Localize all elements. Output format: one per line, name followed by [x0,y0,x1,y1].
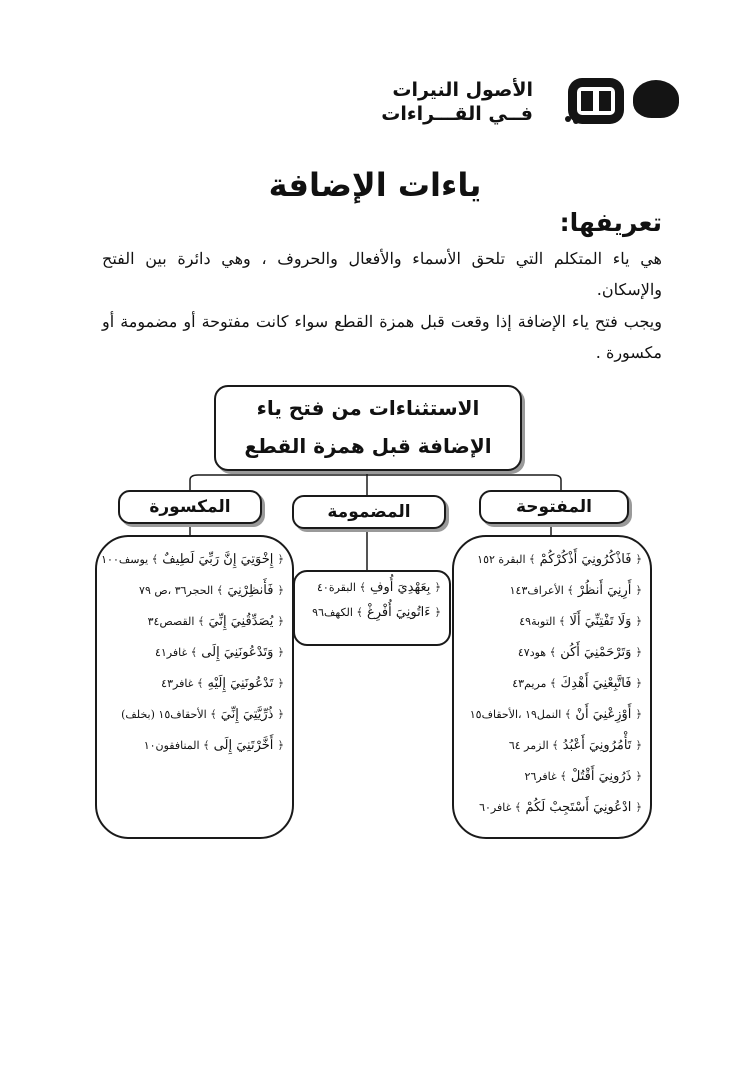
verse-reference: غافر٢٦ [524,770,561,783]
verse-reference: هود٤٧ [517,646,550,659]
verse-text: فَاذْكُرُونِيَ أَذْكُرْكُمْ [535,552,636,567]
ornament-open: ﴿ [635,739,642,752]
verse-entry [97,668,292,699]
ornament-open: ﴿ [635,677,642,690]
verse-entry [295,600,449,625]
ornament-open: ﴿ [277,584,284,597]
ornament-open: ﴿ [635,801,642,814]
ornament-open: ﴿ [635,770,642,783]
verse-text: تَدْعُونَنِيَ إِلَيْهِ [203,676,278,691]
verse-reference: الأحقاف١٥ (بخلف) [121,708,211,721]
ornament-open: ﴿ [635,615,642,628]
verse-reference: غافر٦٠ [479,801,515,814]
verse-entry [454,606,650,637]
verse-text: ذَرُونِيَ أَقْتُلْ [566,769,636,784]
ornament-open: ﴿ [277,646,284,659]
madmouma-list [295,572,449,625]
verse-reference: الأعراف١٤٣ [509,584,568,597]
ornament-close: ﴾ [197,615,205,628]
verse-reference: يوسف١٠٠ [101,553,152,566]
ornament-close: ﴾ [356,606,363,619]
verse-entry [454,668,650,699]
verse-text: وَتَرْحَمْنِيَ أَكُن [556,645,636,660]
ornament-close: ﴾ [216,584,224,597]
verse-entry [454,637,650,668]
verse-entry [454,761,650,792]
verse-text: ادْعُونِيَ أَسْتَجِبْ لَكُمْ [521,800,636,815]
maksoura-panel [95,535,294,839]
verse-reference: غافر٤٣ [161,677,197,690]
header-maksoura: المكسورة [118,490,262,524]
exceptions-title-line1: الاستثناءات من فتح ياء [256,396,480,420]
verse-reference: التوبة٤٩ [519,615,559,628]
verse-text: فَاتَّبِعْنِيَ أَهْدِكَ [556,676,636,691]
ornament-close: ﴾ [558,615,566,628]
ornament-open: ﴿ [277,553,284,566]
verse-text: ذُرِّيَّتِيَ إِنِّيَ [216,707,278,722]
ornament-open: ﴿ [635,584,642,597]
ornament-close: ﴾ [203,739,210,752]
ornament-close: ﴾ [359,581,366,594]
ornament-close: ﴾ [151,553,159,566]
ornament-close: ﴾ [567,584,574,597]
ornament-open: ﴿ [635,708,642,721]
verse-entry [454,699,650,730]
exceptions-title-line2: الإضافة قبل همزة القطع [244,434,492,458]
verse-text: وَلَا تَفْتِنِّيَ أَلَا [565,614,636,629]
ornament-open: ﴿ [635,646,642,659]
verse-text: بِعَهْدِيَ أُوفِ [365,580,435,595]
verse-text: يُصَدِّقُنِيَ إِنِّيَ [204,614,278,629]
ornament-open: ﴿ [277,708,284,721]
verse-reference: الزمر ٦٤ [508,739,553,752]
ornament-close: ﴾ [549,677,557,690]
verse-text: إِخْوَتِيَ إِنَّ رَبِّيَ لَطِيفٌ [158,552,278,567]
verse-reference: البقرة٤٠ [316,581,360,594]
verse-entry [97,637,292,668]
definition-heading: تعريفها: [559,208,662,237]
ornament-close: ﴾ [549,646,557,659]
page-title: ياءات الإضافة [268,166,482,204]
maftouha-panel [452,535,652,839]
ornament-open: ﴿ [635,553,642,566]
verse-entry [454,792,650,823]
header-madmouma: المضمومة [292,495,446,529]
logo-title-line1: الأصول النيرات [392,79,533,101]
verse-entry [454,575,650,606]
verse-reference: الحجر٣٦ ،ص ٧٩ [139,584,217,597]
verse-entry [454,544,650,575]
ornament-close: ﴾ [560,770,567,783]
verse-entry [97,544,292,575]
verse-reference: الكهف٩٦ [312,606,357,619]
verse-entry [97,699,292,730]
madmouma-panel [293,570,451,646]
ornament-close: ﴾ [210,708,217,721]
ornament-close: ﴾ [514,801,522,814]
ornament-close: ﴾ [529,553,536,566]
ornament-open: ﴿ [434,606,441,619]
verse-entry [97,606,292,637]
verse-text: فَأَنظِرْنِيَ [223,583,278,598]
verse-entry [295,575,449,600]
header-maftouha: المفتوحة [479,490,629,524]
maksoura-list [97,537,292,761]
logo-title-line2: فــي القـــراءات [381,103,533,125]
verse-text: أَرِنِيَ أَنظُرْ [573,583,636,598]
rule-paragraph: ويجب فتح ياء الإضافة إذا وقعت قبل همزة القطع سواء كانت مفتوحة أو مضمومة أو مكسورة . [102,312,662,362]
definition-paragraph: هي ياء المتكلم التي تلحق الأسماء والأفعال والحروف ، وهي دائرة بين الفتح والإسكان. [102,249,662,299]
verse-entry [97,575,292,606]
exceptions-title-box [214,385,522,471]
verse-text: أَخَّرْتَنِيَ إِلَى [209,738,278,753]
verse-reference: القصص٣٤ [147,615,198,628]
verse-entry [97,730,292,761]
verse-reference: النمل١٩ ،الأحقاف١٥ [469,708,565,721]
verse-text: تَأْمُرُونِيَ أَعْبُدُ [558,738,636,753]
maftouha-list [454,537,650,823]
ornament-close: ﴾ [196,677,204,690]
ornament-open: ﴿ [277,615,284,628]
verse-entry [454,730,650,761]
ornament-close: ﴾ [190,646,198,659]
ornament-close: ﴾ [564,708,572,721]
verse-reference: مريم٤٣ [512,677,550,690]
verse-reference: غافر٤١ [154,646,191,659]
verse-text: أَوْزِعْنِيَ أَنْ [571,707,636,722]
verse-text: وَتَدْعُونَنِيَ إِلَى [197,645,278,660]
verse-reference: البقرة ١٥٢ [477,553,530,566]
ornament-close: ﴾ [552,739,559,752]
ornament-open: ﴿ [277,677,284,690]
verse-text: ءَاتُونِيَ أُفْرِغْ [362,605,435,620]
verse-reference: المنافقون١٠ [143,739,204,752]
ornament-open: ﴿ [277,739,284,752]
ornament-open: ﴿ [434,581,441,594]
